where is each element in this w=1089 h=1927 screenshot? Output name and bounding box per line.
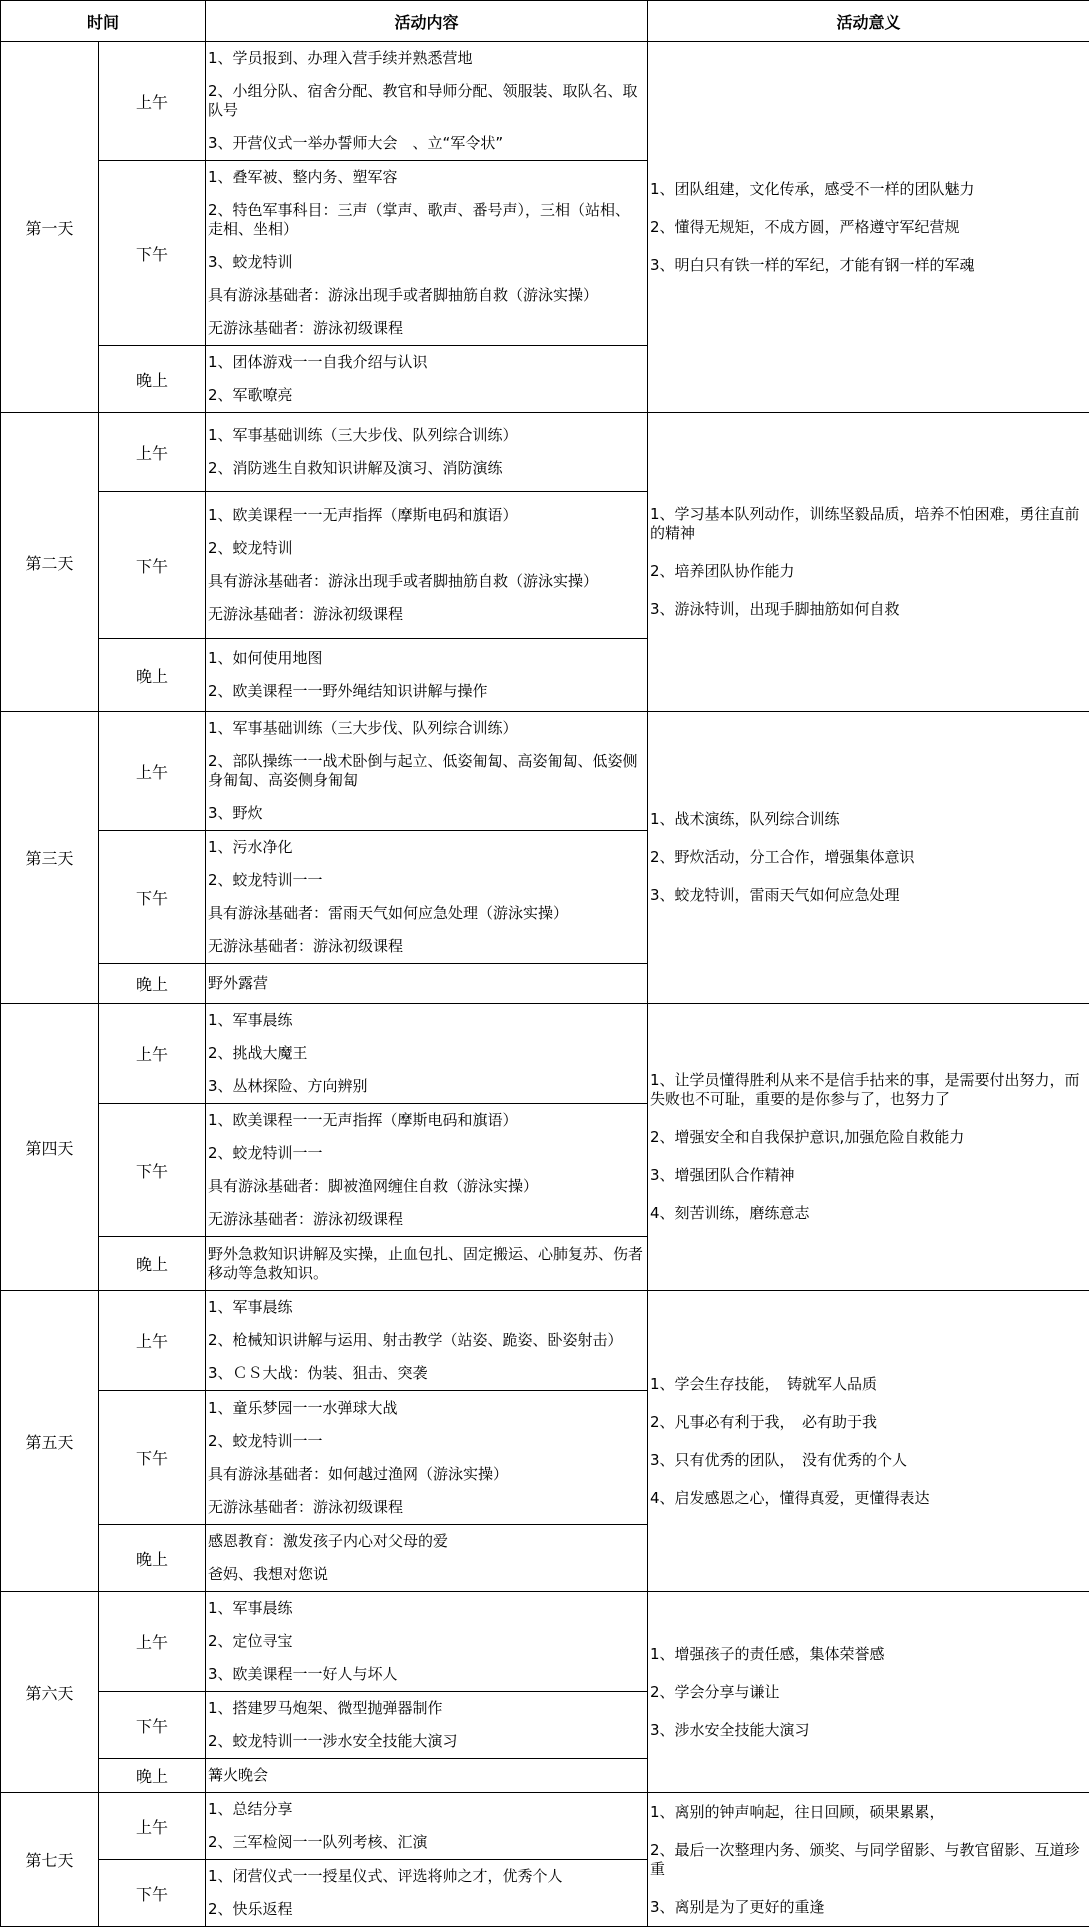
activity-meaning-cell — [648, 1004, 1089, 1291]
period-label: 下午 — [99, 492, 206, 639]
day-label: 第七天 — [1, 1793, 99, 1927]
period-label: 晚上 — [99, 1759, 206, 1793]
meaning-item: 1、团队组建，文化传承，感受不一样的团队魅力 — [650, 180, 1087, 199]
activity-item: 2、定位寻宝 — [208, 1632, 645, 1651]
period-label: 下午 — [99, 1692, 206, 1759]
meaning-item: 2、最后一次整理内务、颁奖、与同学留影、与教官留影、互道珍重 — [650, 1841, 1087, 1879]
activity-item: 1、如何使用地图 — [208, 649, 645, 668]
meaning-item: 1、增强孩子的责任感，集体荣誉感 — [650, 1645, 1087, 1664]
activity-meaning-cell — [648, 1592, 1089, 1793]
schedule-row — [1, 1004, 1089, 1104]
activity-item: 2、挑战大魔王 — [208, 1044, 645, 1063]
period-label: 下午 — [99, 1391, 206, 1525]
activity-item: 2、蛟龙特训 — [208, 539, 645, 558]
meaning-item: 1、学会生存技能， 铸就军人品质 — [650, 1375, 1087, 1394]
period-label: 下午 — [99, 831, 206, 964]
meaning-item: 2、增强安全和自我保护意识,加强危险自救能力 — [650, 1128, 1087, 1147]
activity-item: 爸妈、我想对您说 — [208, 1565, 645, 1584]
period-label: 晚上 — [99, 639, 206, 712]
activity-content-cell — [206, 42, 648, 161]
meaning-item: 1、学习基本队列动作，训练坚毅品质，培养不怕困难，勇往直前的精神 — [650, 505, 1087, 543]
activity-item: 3、丛林探险、方向辨别 — [208, 1077, 645, 1096]
activity-content-cell — [206, 964, 648, 1004]
meaning-item: 1、战术演练，队列综合训练 — [650, 810, 1087, 829]
activity-item: 1、欧美课程一一无声指挥（摩斯电码和旗语） — [208, 506, 645, 525]
activity-item: 1、污水净化 — [208, 838, 645, 857]
day-label: 第二天 — [1, 413, 99, 712]
activity-content-cell — [206, 1237, 648, 1291]
activity-item: 具有游泳基础者：脚被渔网缠住自救（游泳实操） — [208, 1177, 645, 1196]
activity-item: 2、军歌嘹亮 — [208, 386, 645, 405]
activity-content-cell — [206, 1793, 648, 1860]
schedule-row — [1, 42, 1089, 161]
activity-meaning-cell — [648, 712, 1089, 1004]
meaning-item: 2、懂得无规矩，不成方圆，严格遵守军纪营规 — [650, 218, 1087, 237]
activity-item: 1、叠军被、整内务、塑军容 — [208, 168, 645, 187]
activity-item: 无游泳基础者：游泳初级课程 — [208, 605, 645, 624]
activity-item: 野外露营 — [208, 974, 645, 993]
activity-content-cell — [206, 639, 648, 712]
activity-item: 2、蛟龙特训一一涉水安全技能大演习 — [208, 1732, 645, 1751]
activity-item: 2、快乐返程 — [208, 1900, 645, 1919]
activity-item: 3、ＣＳ大战：伪装、狙击、突袭 — [208, 1364, 645, 1383]
period-label: 晚上 — [99, 346, 206, 413]
header-time: 时间 — [1, 1, 206, 42]
activity-item: 1、总结分享 — [208, 1800, 645, 1819]
activity-content-cell — [206, 1860, 648, 1927]
day-label: 第六天 — [1, 1592, 99, 1793]
activity-item: 2、特色军事科目：三声（掌声、歌声、番号声），三相（站相、走相、坐相） — [208, 201, 645, 239]
activity-content-cell — [206, 1759, 648, 1793]
header-meaning: 活动意义 — [648, 1, 1089, 42]
meaning-item: 3、明白只有铁一样的军纪，才能有钢一样的军魂 — [650, 256, 1087, 275]
activity-item: 2、消防逃生自救知识讲解及演习、消防演练 — [208, 459, 645, 478]
period-label: 上午 — [99, 1004, 206, 1104]
activity-content-cell — [206, 346, 648, 413]
day-label: 第五天 — [1, 1291, 99, 1592]
schedule-body — [1, 42, 1089, 1927]
activity-content-cell — [206, 1592, 648, 1692]
activity-item: 1、军事晨练 — [208, 1011, 645, 1030]
period-label: 下午 — [99, 161, 206, 346]
day-label: 第四天 — [1, 1004, 99, 1291]
day-label: 第一天 — [1, 42, 99, 413]
header-content: 活动内容 — [206, 1, 648, 42]
activity-item: 具有游泳基础者：雷雨天气如何应急处理（游泳实操） — [208, 904, 645, 923]
activity-item: 2、小组分队、宿舍分配、教官和导师分配、领服装、取队名、取队号 — [208, 82, 645, 120]
activity-content-cell — [206, 161, 648, 346]
period-label: 上午 — [99, 42, 206, 161]
header-row — [1, 1, 1089, 42]
activity-content-cell — [206, 1525, 648, 1592]
activity-item: 2、枪械知识讲解与运用、射击教学（站姿、跪姿、卧姿射击） — [208, 1331, 645, 1350]
activity-item: 3、蛟龙特训 — [208, 253, 645, 272]
meaning-item: 3、只有优秀的团队， 没有优秀的个人 — [650, 1451, 1087, 1470]
activity-item: 野外急救知识讲解及实操，止血包扎、固定搬运、心肺复苏、伤者移动等急救知识。 — [208, 1245, 645, 1283]
activity-item: 1、团体游戏一一自我介绍与认识 — [208, 353, 645, 372]
activity-content-cell — [206, 712, 648, 831]
activity-content-cell — [206, 1391, 648, 1525]
activity-meaning-cell — [648, 413, 1089, 712]
period-label: 晚上 — [99, 1237, 206, 1291]
period-label: 上午 — [99, 413, 206, 492]
day-label: 第三天 — [1, 712, 99, 1004]
activity-item: 3、欧美课程一一好人与坏人 — [208, 1665, 645, 1684]
activity-item: 无游泳基础者：游泳初级课程 — [208, 319, 645, 338]
activity-item: 1、欧美课程一一无声指挥（摩斯电码和旗语） — [208, 1111, 645, 1130]
schedule-row — [1, 1291, 1089, 1391]
activity-content-cell — [206, 1004, 648, 1104]
activity-item: 1、军事基础训练（三大步伐、队列综合训练） — [208, 426, 645, 445]
activity-item: 3、野炊 — [208, 804, 645, 823]
period-label: 上午 — [99, 712, 206, 831]
period-label: 下午 — [99, 1860, 206, 1927]
activity-content-cell — [206, 1104, 648, 1237]
activity-item: 2、蛟龙特训一一 — [208, 1432, 645, 1451]
activity-item: 具有游泳基础者：游泳出现手或者脚抽筋自救（游泳实操） — [208, 572, 645, 591]
activity-item: 1、军事基础训练（三大步伐、队列综合训练） — [208, 719, 645, 738]
meaning-item: 3、增强团队合作精神 — [650, 1166, 1087, 1185]
period-label: 晚上 — [99, 964, 206, 1004]
period-label: 上午 — [99, 1291, 206, 1391]
activity-item: 具有游泳基础者：如何越过渔网（游泳实操） — [208, 1465, 645, 1484]
activity-item: 2、蛟龙特训一一 — [208, 1144, 645, 1163]
activity-item: 1、军事晨练 — [208, 1298, 645, 1317]
schedule-row — [1, 413, 1089, 492]
activity-meaning-cell — [648, 1793, 1089, 1927]
activity-meaning-cell — [648, 42, 1089, 413]
activity-content-cell — [206, 1291, 648, 1391]
activity-item: 无游泳基础者：游泳初级课程 — [208, 1498, 645, 1517]
activity-item: 1、闭营仪式一一授星仪式、评选将帅之才，优秀个人 — [208, 1867, 645, 1886]
schedule-row — [1, 712, 1089, 831]
activity-item: 1、学员报到、办理入营手续并熟悉营地 — [208, 49, 645, 68]
meaning-item: 3、游泳特训，出现手脚抽筋如何自救 — [650, 600, 1087, 619]
activity-content-cell — [206, 831, 648, 964]
activity-item: 1、童乐梦园一一水弹球大战 — [208, 1399, 645, 1418]
meaning-item: 1、让学员懂得胜利从来不是信手拈来的事，是需要付出努力，而失败也不可耻，重要的是你参与了，也努力了 — [650, 1071, 1087, 1109]
period-label: 晚上 — [99, 1525, 206, 1592]
activity-item: 1、搭建罗马炮架、微型抛弹器制作 — [208, 1699, 645, 1718]
meaning-item: 4、启发感恩之心，懂得真爱，更懂得表达 — [650, 1489, 1087, 1508]
meaning-item: 3、离别是为了更好的重逢 — [650, 1898, 1087, 1917]
activity-item: 无游泳基础者：游泳初级课程 — [208, 1210, 645, 1229]
activity-content-cell — [206, 1692, 648, 1759]
meaning-item: 2、野炊活动，分工合作，增强集体意识 — [650, 848, 1087, 867]
meaning-item: 3、涉水安全技能大演习 — [650, 1721, 1087, 1740]
activity-content-cell — [206, 413, 648, 492]
activity-item: 2、部队操练一一战术卧倒与起立、低姿匍匐、高姿匍匐、低姿侧身匍匐、高姿侧身匍匐 — [208, 752, 645, 790]
period-label: 下午 — [99, 1104, 206, 1237]
period-label: 上午 — [99, 1793, 206, 1860]
activity-item: 2、蛟龙特训一一 — [208, 871, 645, 890]
activity-item: 感恩教育：激发孩子内心对父母的爱 — [208, 1532, 645, 1551]
activity-item: 2、三军检阅一一队列考核、汇演 — [208, 1833, 645, 1852]
meaning-item: 2、学会分享与谦让 — [650, 1683, 1087, 1702]
meaning-item: 1、离别的钟声响起，往日回顾，硕果累累， — [650, 1803, 1087, 1822]
activity-meaning-cell — [648, 1291, 1089, 1592]
activity-item: 2、欧美课程一一野外绳结知识讲解与操作 — [208, 682, 645, 701]
meaning-item: 2、凡事必有利于我， 必有助于我 — [650, 1413, 1087, 1432]
activity-content-cell — [206, 492, 648, 639]
schedule-row — [1, 1793, 1089, 1860]
activity-item: 1、军事晨练 — [208, 1599, 645, 1618]
meaning-item: 3、蛟龙特训，雷雨天气如何应急处理 — [650, 886, 1087, 905]
meaning-item: 2、培养团队协作能力 — [650, 562, 1087, 581]
activity-item: 篝火晚会 — [208, 1766, 645, 1785]
activity-item: 具有游泳基础者：游泳出现手或者脚抽筋自救（游泳实操） — [208, 286, 645, 305]
activity-item: 3、开营仪式一举办誓师大会 、立“军令状” — [208, 134, 645, 153]
meaning-item: 4、刻苦训练，磨练意志 — [650, 1204, 1087, 1223]
activity-item: 无游泳基础者：游泳初级课程 — [208, 937, 645, 956]
schedule-row — [1, 1592, 1089, 1692]
period-label: 上午 — [99, 1592, 206, 1692]
